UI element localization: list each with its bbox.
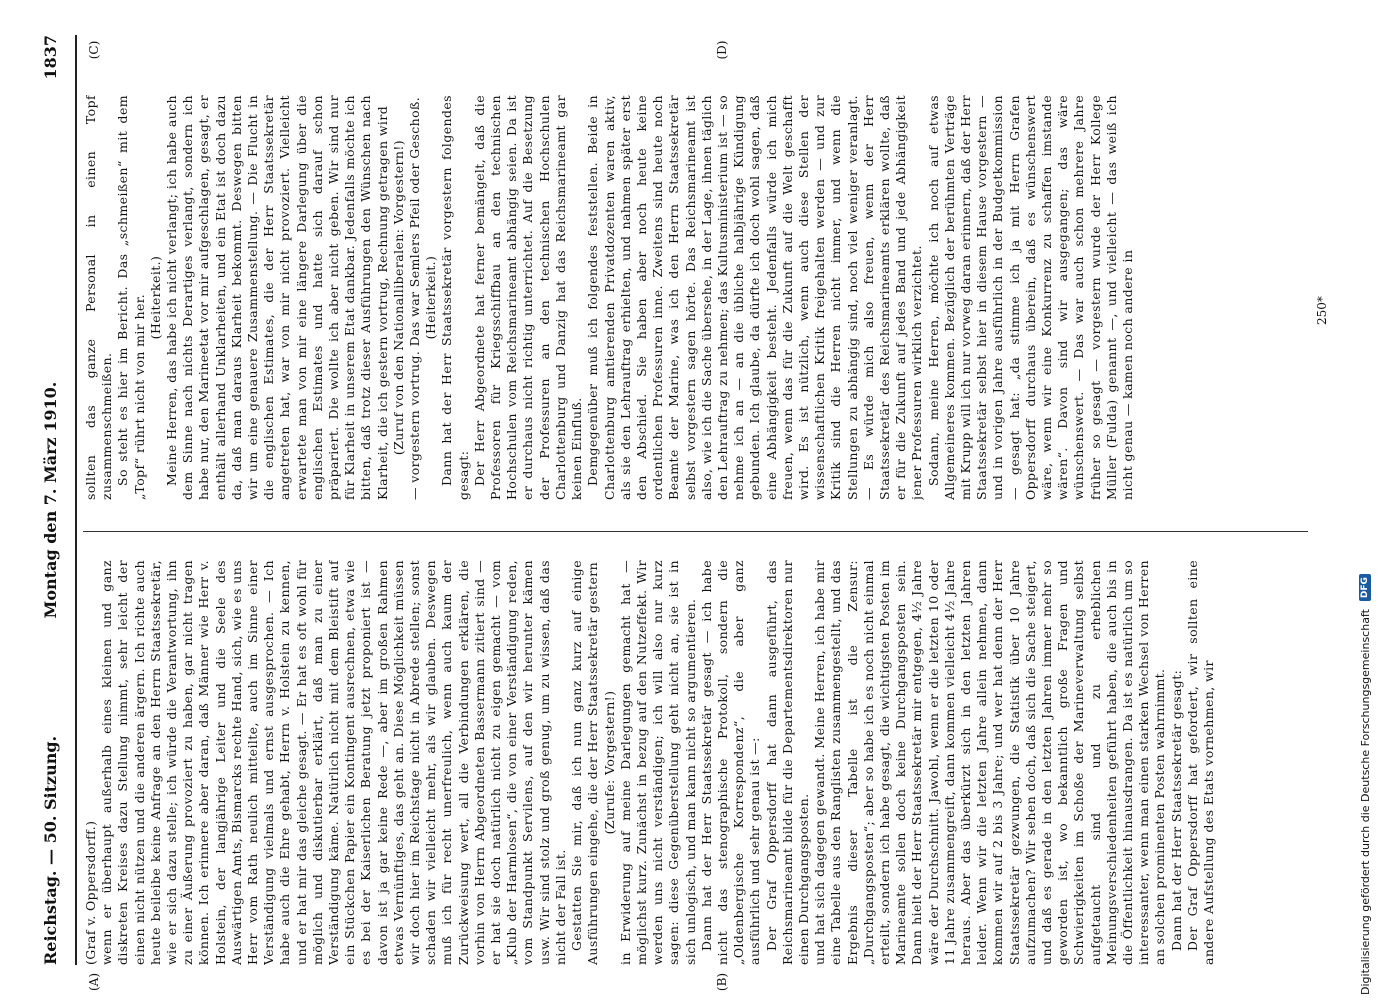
dfg-logo: DFG (1359, 574, 1371, 601)
right-text-column (83, 95, 1308, 500)
interjection: (Heiterkeit.) (423, 255, 439, 340)
paragraph: wenn er überhaupt außerhalb eines kleinen und ganz diskreten Kreises dazu Stellung nimmt, sehr leicht der einen nicht nützen und die anderen ärgern. Ich richte auch heute beileibe keine Anfrage an den Herrn Staatssekretär, wie er sich dazu stelle; ich würde die Verantwortung, ihn zu einer Äußerung provoziert zu haben, gar nicht tragen können. Ich erinnere aber daran, daß Männer wie Herr v. Holstein, der langjährige Leiter und die Seele des Auswärtigen Amts, Bismarcks rechte Hand, sich, wie es uns Herr vom Rath neulich mitteilte, auch im Sinne einer Verständigung vielmals und ernst ausgesprochen. — Ich habe auch die Ehre gehabt, Herrn v. Holstein zu kennen, und er hat mir das gleiche gesagt. — Er hat es oft wohl für möglich und diskutierbar erklärt, daß man zu einer Verständigung käme. Natürlich nicht mit dem Bleistift auf ein Stückchen Papier ein Kontingent ausrechnen, etwa wie es bei der Kaiserlichen Beratung jetzt proponiert ist — davon ist ja gar keine Rede —, aber im großen Rahmen etwas Vernünftiges, das geht an. Diese Möglichkeit müssen wir doch hier im Reichstage nicht in Abrede stellen; sonst schaden wir vielleicht mehr, als wir glauben. Deswegen muß ich für recht unerfreulich, wenn auch kaum der Zurückweisung wert, all die Verbindungen erklären, die vorhin von Herrn Abgeordneten Bassermann zitiert sind — er hat sie doch natürlich nicht zu eigen gemacht — vom „Klub der Harmlosen“, die von einer Verständigung reden, vom Standpunkt Servilens, auf den wir herunter kämen usw. Wir sind stolz und groß genug, um zu wissen, daß das nicht der Fall ist. (99, 560, 568, 965)
paragraph: — vorgestern vortrug. Das war Semlers Pfeil oder Geschoß. (407, 96, 423, 500)
interjection: (Zuruf von den Nationalliberalen: Vorgestern!) (390, 139, 406, 456)
paragraph: Gestatten Sie mir, daß ich nun ganz kurz auf einige Ausführungen eingehe, die der Herr Staatssekretär gestern (569, 560, 601, 965)
quotation: sollten das ganze Personal in einen Topf zusammenschmeißen. (83, 95, 115, 500)
printed-sheet-number: 250* (1315, 296, 1329, 325)
header-page-number: 1837 (41, 35, 60, 80)
margin-marker-a: (A) (87, 972, 101, 992)
interjection: (Heiterkeit.) (147, 255, 163, 340)
rotated-page (35, 35, 1335, 992)
paragraph: und hat sich dagegen gewandt. Meine Herren, ich habe mir eine Tabelle aus den Ranglisten zusammengestellt, und das Ergebnis dieser Tabelle ist die Zensur: „Durchgangsposten“; aber so habe ich es noch nicht einmal erteilt, sondern ich habe gesagt, die wichtigsten Posten im Marineamte sollen doch keine Durchgangsposten sein. Dann hielt der Herr Staatssekretär mir entgegen, 4½ Jahre wäre der Durchschnitt. Jawohl, wenn er die letzten 10 oder 11 Jahre zusammengreift, dann kommen vielleicht 4½ Jahre heraus. Aber das überkürzt sich in den letzten Jahren leider. Wenn wir die letzten Jahre allein nehmen, dann kommen wir auf 2 bis 3 Jahre; und wer hat denn der Herr Staatssekretär gezwungen, die Statistik über 10 Jahre aufzumachen? Wir sehen doch, daß sich die Sache steigert, und daß es gerade in den letzten Jahren immer mehr so geworden ist, wo bekanntlich große Fragen und Schwierigkeiten im Schoße der Marineverwaltung selbst aufgetaucht sind und zu erheblichen Meinungsverschiedenheiten geführt haben, die auch bis in die Öffentlichkeit hinausdrangen. Da ist es natürlich um so interessanter, wenn man einen starken Wechsel von Herren an solchen prominenten Posten wahrnimmt. (812, 560, 1168, 965)
margin-marker-d: (D) (715, 40, 729, 60)
margin-marker-b: (B) (715, 972, 729, 992)
quotation: Der Herr Abgeordnete hat ferner bemängelt, daß die Professoren für Kriegsschiffbau an den technischen Hochschulen vom Reichsmarineamt abhängig seien. Da ist er durchaus nicht richtig unterrichtet. Auf die Besetzung der Professuren an den technischen Hochschulen Charlottenburg und Danzig hat das Reichsmarineamt gar keinen Einfluß. (471, 95, 585, 500)
interjection: (Zurufe: Vorgestern!) (601, 690, 617, 835)
header-date: Montag den 7. März 1910. (41, 381, 60, 619)
header-session: Reichstag. — 50. Sitzung. (41, 735, 60, 965)
paragraph: So steht es hier im Bericht. Das „schmeißen“ mit dem „Topf“ rührt nicht von mir her. (115, 95, 147, 500)
page-header (35, 35, 77, 965)
paragraph: Meine Herren, das habe ich nicht verlangt; ich habe auch dem Sinne nach nichts Derartiges verlangt, sondern ich habe nur, den Marineetat vor mir aufgeschlagen, gesagt, er enthält allerhand Unklarheiten, und ein Etat ist doch dazu da, daß man daraus Klarheit bekommt. Deswegen bitten wir um eine genauere Zusammenstellung. — Die Flucht in die englischen Estimates, die der Herr Staatssekretär angetreten hat, war von mir nicht provoziert. Vielleicht erwartete man von mir eine längere Darlegung über die englischen Estimates und hatte sich darauf schon präpariert. Die wollte ich aber nicht geben. Wir sind nur für Klarheit in unserem Etat dankbar. Jedenfalls möchte ich bitten, daß trotz dieser Ausführungen den Wünschen nach Klarheit, die ich gestern vortrug, Rechnung getragen wird (164, 95, 390, 500)
margin-marker-c: (C) (87, 40, 101, 60)
paragraph: Demgegenüber muß ich folgendes feststellen. Beide in Charlottenburg amtierenden Privatdozenten waren aktiv, als sie den Lehrauftrag erhielten, und nahmen später erst den Abschied. Sie haben aber noch heute keine ordentlichen Professuren inne. Zweitens sind heute noch Beamte der Marine, was ich den Herrn Staatssekretär selbst vorgestern sagen hörte. Das Reichsmarineamt ist also, wie ich die Sache übersehe, in der Lage, ihnen täglich den Lehrauftrag zu nehmen; das Kultusministerium ist — so nehme ich an — an die übliche halbjährige Kündigung gebunden. Ich glaube, da dürfte ich doch wohl sagen, daß eine Abhängigkeit besteht. Jedenfalls würde ich mich freuen, wenn das für die Zukunft auf die Welt geschafft wird. Es ist nützlich, wenn auch diese Stellen der wissenschaftlichen Kritik freigehalten werden — und zur Kritik sind die Herren nicht immer, und wenn die Stellungen zu abhängig sind, noch viel weniger veranlagt. — Es würde mich also freuen, wenn der Herr Staatssekretär des Reichsmarineamts erklären wollte, daß er für die Zukunft auf jedes Band und jede Abhängigkeit jener Professuren wirklich verzichtet. (585, 95, 925, 500)
column-divider (83, 531, 1308, 532)
paragraph: in Erwiderung auf meine Darlegungen gemacht hat — möglichst kurz. Zunächst in bezug auf den Nutzeffekt. Wir werden uns nicht verständigen; ich will also nur kurz sagen: diese Gegenüberstellung geht nicht an, sie ist in sich unlogisch, und man kann nicht so argumentieren. (617, 560, 698, 965)
paragraph: Dann hat der Herr Staatssekretär gesagt — ich habe nicht das stenographische Protokoll, sondern die „Oldenbergische Korrespondenz“, die aber ganz ausführlich und sehr genau ist —: (698, 560, 763, 965)
quotation: Der Graf Oppersdorff hat dann ausgeführt, das Reichsmarineamt bilde für die Departementsdirektoren nur einen Durchgangsposten. (763, 560, 811, 965)
quotation: Der Graf Oppersdorff hat gefordert, wir sollten eine andere Aufstellung des Etats vornehmen, wir (1184, 560, 1217, 965)
digitization-credit-text: Digitalisierung gefördert durch die Deutsche Forschungsgemeinschaft (1358, 609, 1372, 995)
digitization-credit (1352, 5, 1378, 995)
left-text-column (83, 560, 1308, 965)
paragraph: Dann hat der Herr Staatssekretär gesagt: (1168, 669, 1184, 951)
paragraph: Dann hat der Herr Staatssekretär vorgestern folgendes gesagt: (439, 95, 471, 500)
paragraph: Sodann, meine Herren, möchte ich noch auf etwas Allgemeineres kommen. Bezüglich der berühmten Verträge mit Krupp will ich nur vorweg daran erinnern, daß der Herr Staatssekretär selbst hier in diesem Hause vorgestern — und in vorigen Jahre ausführlich in der Budgetkommission — gesagt hat: „da stimme ich ja mit Herrn Grafen Oppersdorff durchaus überein, daß es wünschenswert wäre, wenn wir eine Konkurrenz zu schaffen imstande wären“. Davon sind wir ausgegangen; das wäre wünschenswert. — Das war auch schon mehrere Jahre früher so gesagt — vorgestern wurde der Herr Kollege Müller (Fulda) genannt —, und vielleicht — das weiß ich nicht genau — kamen noch andere in (925, 95, 1135, 500)
speaker-line: (Graf v. Oppersdorff.) (83, 820, 98, 965)
